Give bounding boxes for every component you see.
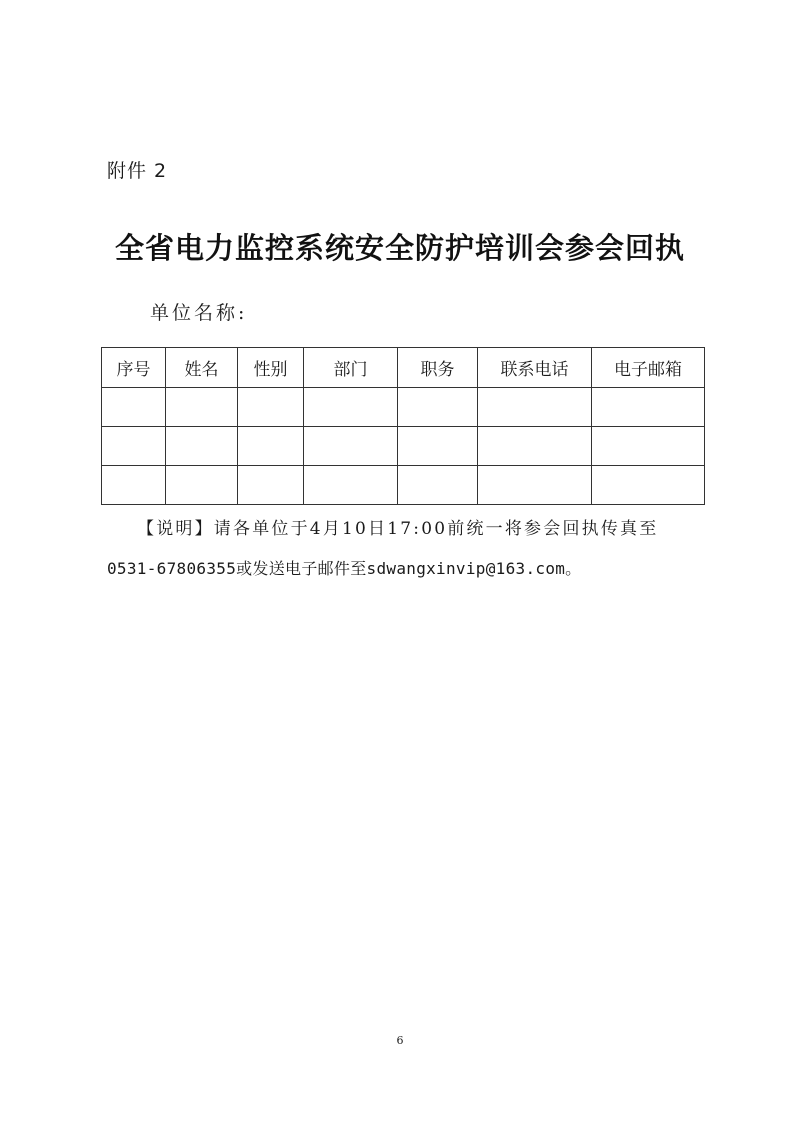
table-cell[interactable] [238,466,304,505]
table-cell[interactable] [592,388,705,427]
header-phone: 联系电话 [478,348,592,388]
header-name: 姓名 [166,348,238,388]
table-cell[interactable] [102,388,166,427]
document-title: 全省电力监控系统安全防护培训会参会回执 [114,231,685,265]
table-cell[interactable] [304,427,398,466]
table-cell[interactable] [592,466,705,505]
table-cell[interactable] [166,427,238,466]
table-row [102,466,705,505]
header-serial-number: 序号 [102,348,166,388]
table-cell[interactable] [102,427,166,466]
attachment-label: 附件 2 [107,160,168,182]
table-cell[interactable] [238,388,304,427]
table-cell[interactable] [166,388,238,427]
header-gender: 性别 [238,348,304,388]
table-row [102,388,705,427]
unit-name-line [150,298,266,325]
table-cell[interactable] [478,427,592,466]
table-cell[interactable] [304,466,398,505]
table-cell[interactable] [478,388,592,427]
table-cell[interactable] [592,427,705,466]
table-cell[interactable] [166,466,238,505]
header-position: 职务 [398,348,478,388]
header-department: 部门 [304,348,398,388]
table-cell[interactable] [102,466,166,505]
attendee-table [101,347,705,505]
table-header-row [102,348,705,388]
table-cell[interactable] [398,466,478,505]
note-line-2: 0531-67806355或发送电子邮件至sdwangxinvip@163.com。 [107,559,582,578]
header-email: 电子邮箱 [592,348,705,388]
table-row [102,427,705,466]
note-line-1: 【说明】请各单位于4月10日17:00前统一将参会回执传真至 [137,519,659,539]
table-cell[interactable] [478,466,592,505]
table-cell[interactable] [398,388,478,427]
table-cell[interactable] [398,427,478,466]
unit-name-label: 单位名称: [150,302,248,324]
page-number: 6 [396,1034,404,1047]
table-cell[interactable] [304,388,398,427]
table-cell[interactable] [238,427,304,466]
